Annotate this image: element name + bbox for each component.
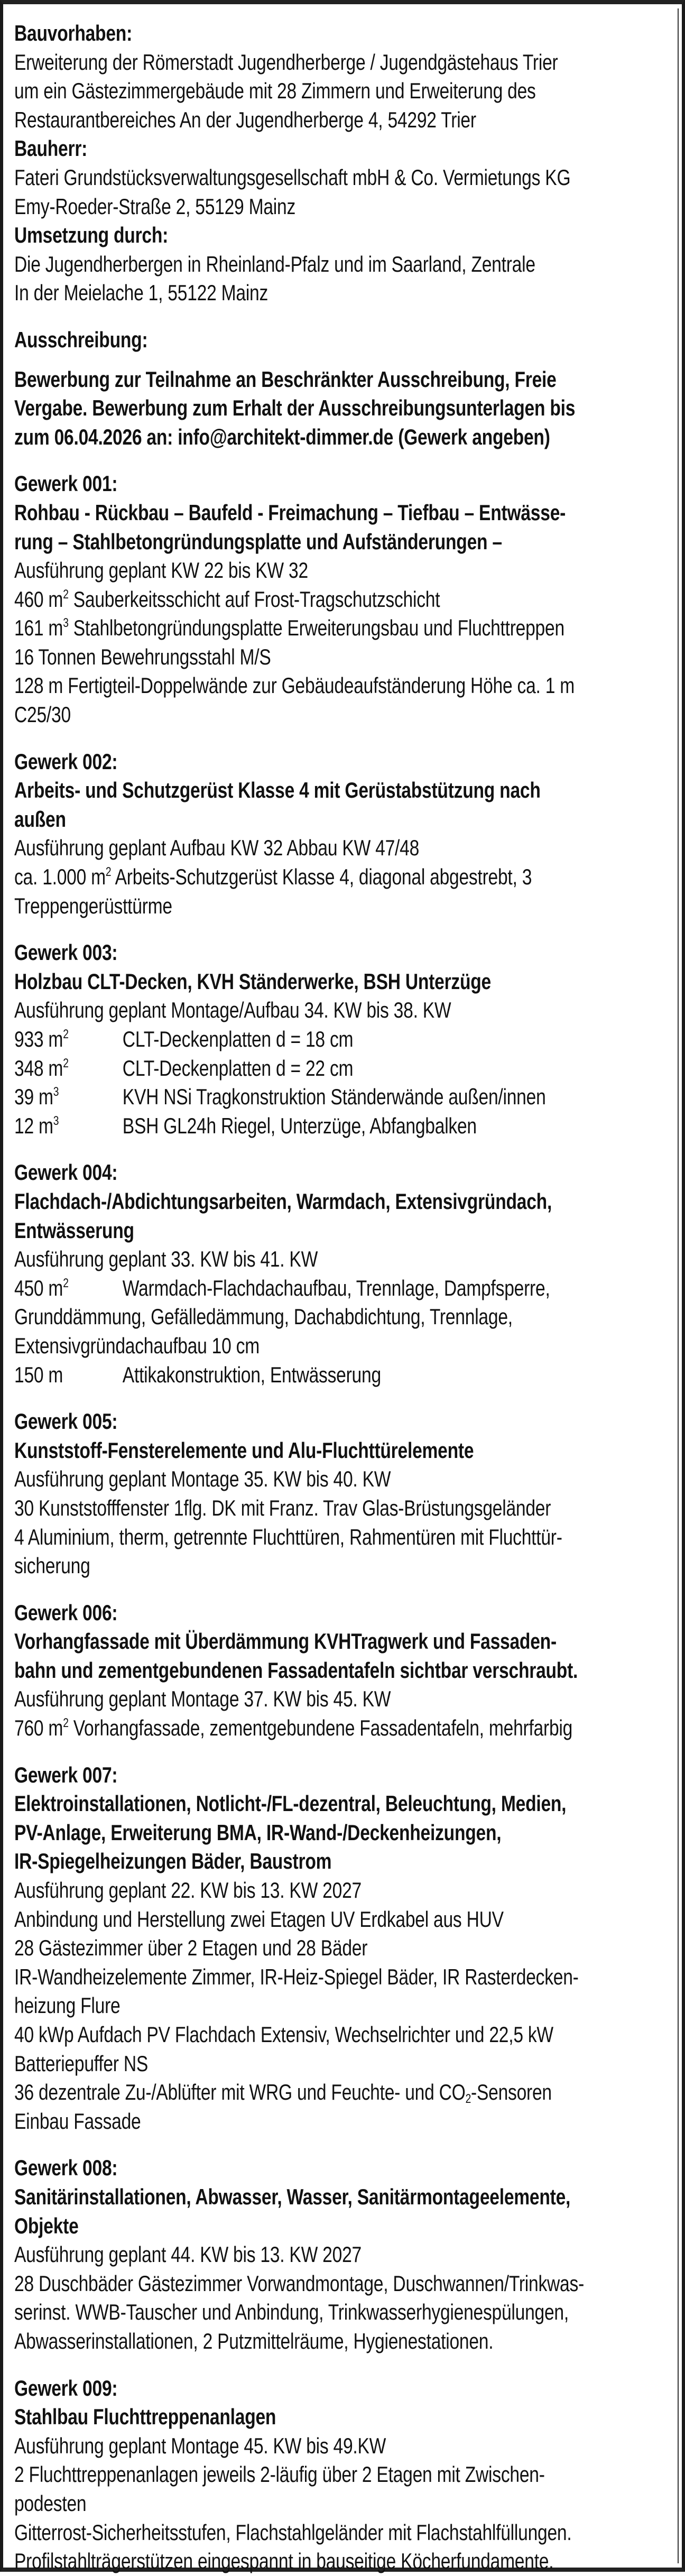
gewerk-detail-line <box>14 556 674 585</box>
gewerk-detail-line <box>14 643 674 672</box>
gewerk-title-line: Rohbau - Rückbau – Baufeld - Freimachung – Tiefbau – Entwässe- <box>14 500 566 525</box>
text-segment: Ausführung geplant Montage 35. KW bis 40. KW <box>14 1466 391 1492</box>
text-segment: Extensivgründachaufbau 10 cm <box>14 1333 260 1358</box>
gewerk-title-line: Stahlbau Fluchttreppenanlagen <box>14 2404 276 2430</box>
text-segment: 4 Aluminium, therm, getrennte Fluchttüren, Rahmentüren mit Fluchttür- <box>14 1524 562 1549</box>
deadline-text: zum 06.04.2026 an: <box>14 424 178 449</box>
gewerk-section-008 <box>14 2154 675 2356</box>
text-segment: serinst. WWB-Tauscher und Anbindung, Trinkwasserhygienespülungen, <box>14 2300 569 2325</box>
gewerk-detail-line <box>14 2240 674 2269</box>
unit-superscript: 3 <box>53 1085 59 1100</box>
spacer <box>14 2136 675 2154</box>
gewerk-detail-line <box>14 1963 674 1992</box>
text-segment: 161 m <box>14 615 63 641</box>
gewerk-detail-line <box>14 2020 674 2049</box>
spacer <box>14 1389 675 1407</box>
text-line: Fateri Grundstücksverwaltungsgesellschaft mbH & Co. Vermietungs KG <box>14 164 571 190</box>
gewerk-label: Gewerk 001: <box>14 471 118 496</box>
text-segment: Arbeits-Schutzgerüst Klasse 4, diagonal abgestrebt, 3 <box>111 864 532 890</box>
gewerk-title-line: außen <box>14 806 66 832</box>
quantity-description: KVH NSi Tragkonstruktion Ständerwände außen/innen <box>122 1084 546 1110</box>
spacer <box>14 1140 675 1158</box>
gewerk-detail-line <box>14 2269 674 2298</box>
gewerk-detail-line <box>14 2547 674 2576</box>
quantity-description: BSH GL24h Riegel, Unterzüge, Abfangbalken <box>122 1113 477 1138</box>
gewerk-section-009 <box>14 2374 675 2576</box>
gewerk-title-line: PV-Anlage, Erweiterung BMA, IR-Wand-/Deckenheizungen, <box>14 1820 502 1845</box>
text-segment: Ausführung geplant Aufbau KW 32 Abbau KW 47/48 <box>14 835 420 861</box>
block-bauherr <box>14 134 675 221</box>
text-line: um ein Gästezimmergebäude mit 28 Zimmern und Erweiterung des <box>14 78 536 104</box>
spacer <box>14 308 675 326</box>
text-segment: Batteriepuffer NS <box>14 2051 149 2076</box>
gewerk-section-007 <box>14 1761 675 2136</box>
quantity-value: 450 m <box>14 1275 63 1300</box>
gewerk-detail-line <box>14 671 674 700</box>
label-umsetzung: Umsetzung durch: <box>14 223 169 248</box>
gewerk-detail-line <box>14 1552 674 1581</box>
gewerk-detail-line <box>14 1934 674 1963</box>
gewerk-detail-line <box>14 1876 674 1905</box>
gewerk-label: Gewerk 003: <box>14 940 118 965</box>
text-segment: 28 Gästezimmer über 2 Etagen und 28 Bäder <box>14 1935 368 1961</box>
spacer <box>14 355 675 365</box>
label-ausschreibung: Ausschreibung: <box>14 327 148 352</box>
gewerke-list <box>14 451 675 2575</box>
text-segment: 28 Duschbäder Gästezimmer Vorwandmontage, Duschwannen/Trinkwas- <box>14 2270 585 2296</box>
gewerk-detail-line <box>14 2489 674 2518</box>
text-segment: Treppengerüsttürme <box>14 893 172 918</box>
label-bauherr: Bauherr: <box>14 136 88 161</box>
gewerk-title-line: Objekte <box>14 2213 79 2238</box>
spacer <box>14 920 675 938</box>
quantity <box>14 1054 123 1083</box>
text-line: Restaurantbereiches An der Jugendherberge 4, 54292 Trier <box>14 107 476 132</box>
gewerk-detail-line <box>14 996 674 1025</box>
quantity-row <box>14 1054 674 1083</box>
text-segment: 128 m Fertigteil-Doppelwände zur Gebäudeaufständerung Höhe ca. 1 m <box>14 673 575 698</box>
deadline-note: (Gewerk angeben) <box>393 424 550 449</box>
gewerk-section-004 <box>14 1158 675 1389</box>
gewerk-section-006 <box>14 1599 675 1743</box>
gewerk-label: Gewerk 007: <box>14 1762 118 1787</box>
superscript: 2 <box>63 587 69 602</box>
text-segment: Ausführung geplant Montage 45. KW bis 49.KW <box>14 2433 386 2458</box>
quantity-value: 12 m <box>14 1113 53 1138</box>
block-bauvorhaben <box>14 19 675 134</box>
text-segment: Einbau Fassade <box>14 2108 141 2134</box>
unit-superscript: 3 <box>53 1113 59 1128</box>
text-segment: 16 Tonnen Bewehrungsstahl M/S <box>14 644 271 669</box>
gewerk-detail-line <box>14 2432 674 2461</box>
quantity-description: CLT-Deckenplatten d = 18 cm <box>122 1027 354 1051</box>
block-umsetzung <box>14 221 675 308</box>
quantity <box>14 1112 123 1141</box>
gewerk-detail-line <box>14 2327 674 2356</box>
subscript: 2 <box>465 2092 471 2107</box>
superscript: 2 <box>105 865 112 880</box>
text-segment: heizung Flure <box>14 1993 121 2018</box>
gewerk-detail-line <box>14 1465 674 1494</box>
gewerk-title-line: Vorhangfassade mit Überdämmung KVHTragwerk und Fassaden- <box>14 1629 557 1654</box>
gewerk-label: Gewerk 005: <box>14 1409 118 1434</box>
tender-notice <box>14 19 675 2576</box>
quantity-value: 933 m <box>14 1027 63 1051</box>
gewerk-label: Gewerk 006: <box>14 1600 118 1625</box>
gewerk-title-line: Kunststoff-Fensterelemente und Alu-Fluchttürelemente <box>14 1437 474 1463</box>
gewerk-section-002 <box>14 747 675 921</box>
gewerk-detail-line <box>14 1245 674 1274</box>
unit-superscript: 2 <box>63 1056 69 1070</box>
gewerk-detail-line <box>14 1332 674 1361</box>
text-segment: Grunddämmung, Gefälledämmung, Dachabdichtung, Trennlage, <box>14 1304 513 1329</box>
text-segment: Ausführung geplant Montage 37. KW bis 45. KW <box>14 1686 391 1712</box>
text-segment: 760 m <box>14 1715 63 1741</box>
gewerk-label: Gewerk 008: <box>14 2155 118 2181</box>
quantity-description: Warmdach-Flachdachaufbau, Trennlage, Dampfsperre, <box>122 1275 550 1300</box>
gewerk-label: Gewerk 009: <box>14 2375 118 2400</box>
text-segment: 30 Kunststofffenster 1flg. DK mit Franz. Trav Glas-Brüstungsgeländer <box>14 1495 551 1520</box>
gewerk-detail-line <box>14 834 674 863</box>
gewerk-title-line: bahn und zementgebundenen Fassadentafeln sichtbar verschraubt. <box>14 1657 578 1683</box>
gewerk-detail-line <box>14 892 674 921</box>
gewerk-detail-line <box>14 1523 674 1552</box>
gewerk-title-line: Elektroinstallationen, Notlicht-/FL-dezentral, Beleuchtung, Medien, <box>14 1791 567 1816</box>
gewerk-detail-line <box>14 585 674 614</box>
gewerk-detail-line <box>14 2107 674 2136</box>
gewerk-detail-line <box>14 2078 674 2107</box>
text-segment: 2 Fluchttreppenanlagen jeweils 2-läufig über 2 Etagen mit Zwischen- <box>14 2462 545 2487</box>
gewerk-detail-line <box>14 863 674 892</box>
text-segment: podesten <box>14 2490 87 2516</box>
quantity-description: Attikakonstruktion, Entwässerung <box>122 1362 381 1387</box>
text-segment: C25/30 <box>14 702 71 727</box>
block-ausschreibung <box>14 326 675 451</box>
gewerk-detail-line <box>14 2049 674 2079</box>
text-segment: Ausführung geplant 22. KW bis 13. KW 2027 <box>14 1878 362 1903</box>
quantity <box>14 1083 123 1112</box>
spacer <box>14 730 675 747</box>
text-line: Die Jugendherbergen in Rheinland-Pfalz und im Saarland, Zentrale <box>14 251 535 276</box>
quantity-row <box>14 1083 674 1112</box>
label-bauvorhaben: Bauvorhaben: <box>14 21 133 45</box>
superscript: 3 <box>63 616 69 631</box>
unit-superscript: 2 <box>63 1027 69 1041</box>
gewerk-section-005 <box>14 1407 675 1581</box>
gewerk-title-line: Entwässerung <box>14 1217 134 1243</box>
spacer <box>14 451 675 469</box>
gewerk-label: Gewerk 002: <box>14 749 118 774</box>
quantity-value: 150 m <box>14 1362 63 1387</box>
gewerk-title-line: Flachdach-/Abdichtungsarbeiten, Warmdach, Extensivgründach, <box>14 1188 552 1214</box>
gewerk-detail-line <box>14 2518 674 2547</box>
quantity-value: 348 m <box>14 1055 63 1081</box>
spacer <box>14 2356 675 2374</box>
text-segment: sicherung <box>14 1553 90 1578</box>
text-line: In der Meielache 1, 55122 Mainz <box>14 280 269 306</box>
gewerk-title-line: rung – Stahlbetongründungsplatte und Aufständerungen – <box>14 529 502 554</box>
text-segment: Sauberkeitsschicht auf Frost-Tragschutzschicht <box>68 586 440 612</box>
gewerk-section-003 <box>14 938 675 1140</box>
text-line: Vergabe. Bewerbung zum Erhalt der Ausschreibungsunterlagen bis <box>14 395 576 421</box>
gewerk-title-line: IR-Spiegelheizungen Bäder, Baustrom <box>14 1849 332 1874</box>
text-segment: Ausführung geplant 33. KW bis 41. KW <box>14 1247 318 1272</box>
quantity <box>14 1361 123 1390</box>
text-line: Emy-Roeder-Straße 2, 55129 Mainz <box>14 193 296 219</box>
gewerk-title-line: Arbeits- und Schutzgerüst Klasse 4 mit Gerüstabstützung nach <box>14 778 541 803</box>
text-segment: 40 kWp Aufdach PV Flachdach Extensiv, Wechselrichter und 22,5 kW <box>14 2022 553 2047</box>
gewerk-title-line: Holzbau CLT-Decken, KVH Ständerwerke, BSH Unterzüge <box>14 968 491 994</box>
text-segment: Vorhangfassade, zementgebundene Fassadentafeln, mehrfarbig <box>68 1715 573 1741</box>
gewerk-label: Gewerk 004: <box>14 1160 118 1185</box>
quantity-row <box>14 1025 674 1054</box>
quantity-value: 39 m <box>14 1084 53 1110</box>
gewerk-detail-line <box>14 1991 674 2020</box>
deadline-line <box>14 423 674 452</box>
gewerk-detail-line <box>14 2460 674 2489</box>
quantity <box>14 1274 123 1303</box>
gewerk-detail-line <box>14 1685 674 1714</box>
text-segment: Ausführung geplant Montage/Aufbau 34. KW bis 38. KW <box>14 998 451 1023</box>
text-segment: IR-Wandheizelemente Zimmer, IR-Heiz-Spiegel Bäder, IR Rasterdecken- <box>14 1964 579 1989</box>
superscript: 2 <box>63 1716 69 1731</box>
text-line: Erweiterung der Römerstadt Jugendherberge / Jugendgästehaus Trier <box>14 49 558 75</box>
text-segment: ca. 1.000 m <box>14 864 106 890</box>
text-segment: Anbindung und Herstellung zwei Etagen UV Erdkabel aus HUV <box>14 1906 504 1932</box>
text-segment: 460 m <box>14 586 63 612</box>
email-link[interactable]: info@architekt-dimmer.de <box>178 424 394 449</box>
gewerk-detail-line <box>14 1494 674 1523</box>
text-segment: Stahlbetongründungsplatte Erweiterungsbau und Fluchttreppen <box>68 615 564 641</box>
quantity-description: CLT-Deckenplatten d = 22 cm <box>122 1055 354 1081</box>
unit-superscript: 2 <box>63 1276 69 1290</box>
text-segment: Ausführung geplant KW 22 bis KW 32 <box>14 558 308 583</box>
text-segment: Abwasserinstallationen, 2 Putzmittelräume, Hygienestationen. <box>14 2328 494 2353</box>
quantity-row <box>14 1112 674 1141</box>
quantity <box>14 1025 123 1054</box>
gewerk-detail-line <box>14 2298 674 2327</box>
spacer <box>14 1743 675 1761</box>
quantity-row <box>14 1361 674 1390</box>
spacer <box>14 1581 675 1599</box>
gewerk-detail-line <box>14 614 674 643</box>
gewerk-section-001 <box>14 469 675 729</box>
gewerk-title-line: Sanitärinstallationen, Abwasser, Wasser, Sanitärmontageelemente, <box>14 2184 571 2209</box>
gewerk-detail-line <box>14 700 674 730</box>
gewerk-detail-line <box>14 1905 674 1934</box>
text-segment: -Sensoren <box>471 2080 552 2105</box>
gewerk-detail-line <box>14 1303 674 1332</box>
gewerk-detail-line <box>14 1714 674 1743</box>
text-segment: Profilstahlträgerstützen eingespannt in bauseitige Köcherfundamente. <box>14 2549 554 2574</box>
quantity-row <box>14 1274 674 1303</box>
text-segment: Ausführung geplant 44. KW bis 13. KW 2027 <box>14 2242 362 2267</box>
text-segment: Gitterrost-Sicherheitsstufen, Flachstahlgeländer mit Flachstahlfüllungen. <box>14 2519 572 2545</box>
text-line: Bewerbung zur Teilnahme an Beschränkter Ausschreibung, Freie <box>14 366 557 392</box>
text-segment: 36 dezentrale Zu-/Ablüfter mit WRG und Feuchte- und CO <box>14 2080 466 2105</box>
